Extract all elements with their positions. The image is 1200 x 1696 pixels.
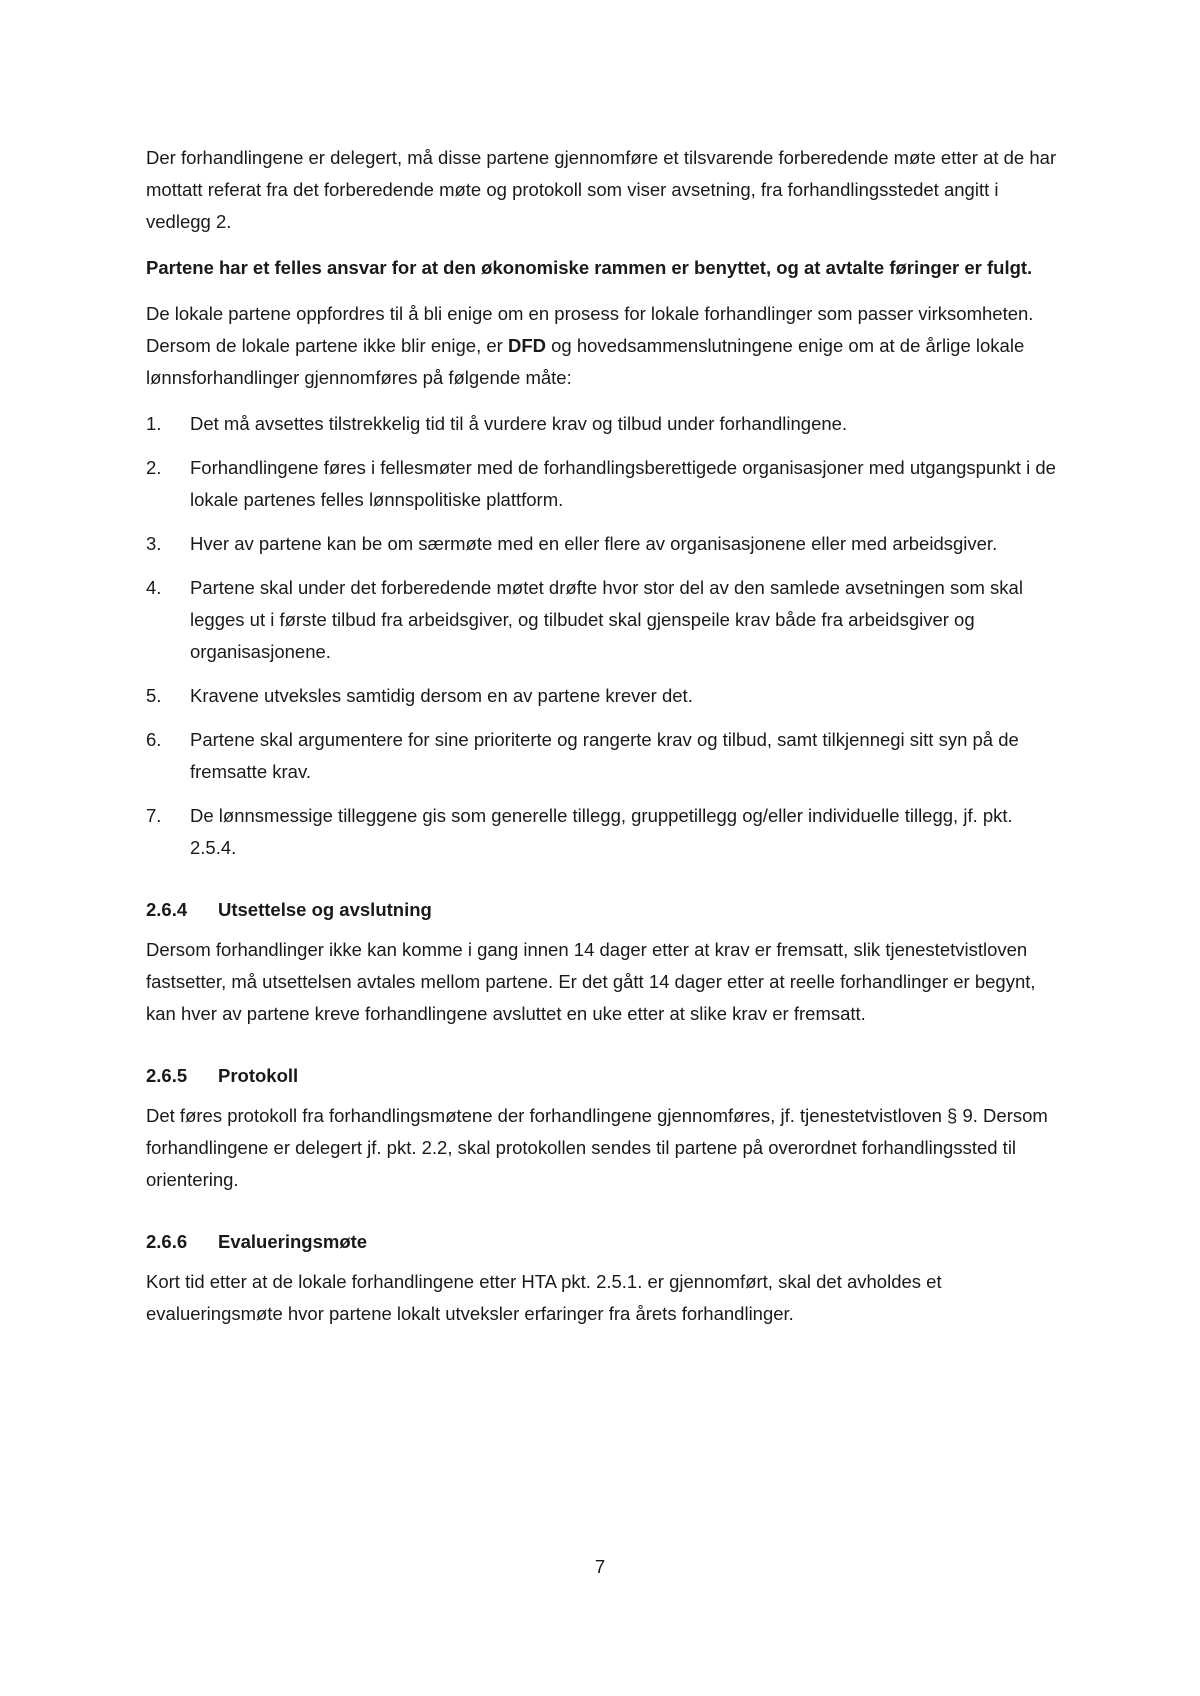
list-number: 1. [146, 413, 162, 434]
list-item [146, 680, 1064, 712]
numbered-list [146, 408, 1064, 864]
section-heading [146, 894, 1064, 926]
list-number: 5. [146, 685, 162, 706]
list-number: 4. [146, 577, 162, 598]
process-text-start: De lokale partene oppfordres til å bli enige om en prosess for lokale forhandlinger som passer virksomheten. Dersom de lokale partene ikke blir enige, er [146, 303, 1034, 356]
emphasis-paragraph: Partene har et felles ansvar for at den økonomiske rammen er benyttet, og at avtalte føringer er fulgt. [146, 257, 1033, 278]
list-item [146, 572, 1064, 668]
page-number: 7 [594, 1556, 606, 1577]
list-item [146, 408, 1064, 440]
list-text: De lønnsmessige tilleggene gis som generelle tillegg, gruppetillegg og/eller individuelle tillegg, jf. pkt. 2.5.4. [190, 805, 1013, 858]
list-number: 2. [146, 457, 162, 478]
list-text: Partene skal under det forberedende møtet drøfte hvor stor del av den samlede avsetningen som skal legges ut i første tilbud fra arbeidsgiver, og tilbudet skal gjenspeile krav både fra arbeidsgiver og organisasjonene. [190, 577, 1023, 662]
list-text: Forhandlingene føres i fellesmøter med de forhandlingsberettigede organisasjoner med utgangspunkt i de lokale partenes felles lønnspolitiske plattform. [190, 457, 1056, 510]
document-page [146, 142, 1064, 1344]
section-title: Protokoll [218, 1065, 299, 1086]
section-body: Det føres protokoll fra forhandlingsmøtene der forhandlingene gjennomføres, jf. tjenestetvistloven § 9. Dersom forhandlingene er delegert jf. pkt. 2.2, skal protokollen sendes til partene på overordnet forhandlingssted til orientering. [146, 1105, 1048, 1190]
section-number: 2.6.4 [146, 899, 188, 920]
section-title: Utsettelse og avslutning [218, 899, 432, 920]
process-text-end: og hovedsammenslutningene enige om at de årlige lokale lønnsforhandlinger gjennomføres på følgende måte: [146, 335, 1025, 388]
section-number: 2.6.5 [146, 1065, 188, 1086]
list-item [146, 452, 1064, 516]
list-item [146, 800, 1064, 864]
section-utsettelse [146, 894, 1064, 1030]
list-text: Det må avsettes tilstrekkelig tid til å vurdere krav og tilbud under forhandlingene. [190, 413, 848, 434]
section-heading [146, 1226, 1064, 1258]
section-protokoll [146, 1060, 1064, 1196]
list-item [146, 724, 1064, 788]
section-body: Dersom forhandlinger ikke kan komme i gang innen 14 dager etter at krav er fremsatt, slik tjenestetvistloven fastsetter, må utsettelsen avtales mellom partene. Er det gått 14 dager etter at reelle forhandlinger er begynt, kan hver av partene kreve forhandlingene avsluttet en uke etter at slike krav er fremsatt. [146, 939, 1036, 1024]
section-evalueringsmote [146, 1226, 1064, 1330]
list-number: 7. [146, 805, 162, 826]
section-heading [146, 1060, 1064, 1092]
list-number: 3. [146, 533, 162, 554]
list-text: Kravene utveksles samtidig dersom en av partene krever det. [190, 685, 693, 706]
list-item [146, 528, 1064, 560]
dfd-abbreviation: DFD [507, 335, 546, 356]
list-text: Hver av partene kan be om særmøte med en eller flere av organisasjonene eller med arbeidsgiver. [190, 533, 998, 554]
section-body: Kort tid etter at de lokale forhandlingene etter HTA pkt. 2.5.1. er gjennomført, skal det avholdes et evalueringsmøte hvor partene lokalt utveksler erfaringer fra årets forhandlinger. [146, 1271, 942, 1324]
list-number: 6. [146, 729, 162, 750]
section-number: 2.6.6 [146, 1231, 188, 1252]
intro-paragraph: Der forhandlingene er delegert, må disse partene gjennomføre et tilsvarende forberedende møte etter at de har mottatt referat fra det forberedende møte og protokoll som viser avsetning, fra forhandlingsstedet angitt i vedlegg 2. [146, 147, 1057, 232]
list-text: Partene skal argumentere for sine prioriterte og rangerte krav og tilbud, samt tilkjennegi sitt syn på de fremsatte krav. [190, 729, 1019, 782]
section-title: Evalueringsmøte [218, 1231, 368, 1252]
process-paragraph [146, 298, 1064, 394]
